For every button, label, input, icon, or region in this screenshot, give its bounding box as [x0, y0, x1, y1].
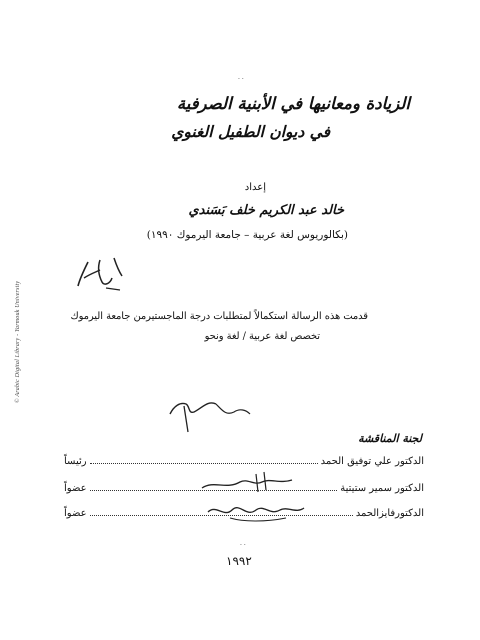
dotted-line	[90, 455, 318, 464]
author-degree: (بكالوريوس لغة عربية – جامعة اليرموك ١٩٩٠)	[146, 229, 348, 241]
prepared-by-label: إعداد	[244, 182, 266, 193]
submission-statement: قدمت هذه الرسالة استكمالاً لمتطلبات درجة الماجستيرمن جامعة اليرموك	[70, 311, 368, 322]
member-name: الدكتور علي توفيق الحمد	[320, 456, 424, 467]
thesis-title-line-2: في ديوان الطفيل الغنوي	[171, 123, 330, 141]
chair-signature	[164, 392, 254, 436]
committee-heading: لجنة المناقشة	[358, 432, 422, 445]
handwritten-annotation	[70, 248, 130, 294]
specialization-line: تخصص لغة عربية / لغة ونحو	[204, 331, 320, 342]
member-signature	[200, 496, 310, 524]
member-role: رئيساً	[64, 456, 87, 467]
decorative-dots-top: ..	[238, 74, 246, 81]
author-name: خالد عبد الكريم خلف بَسَندي	[188, 203, 344, 218]
member-role: عضواً	[64, 508, 87, 519]
thesis-year: ١٩٩٢	[226, 554, 252, 568]
decorative-dots-bottom: ..	[240, 540, 248, 547]
committee-member-row	[64, 455, 424, 467]
library-watermark: © Arabic Digital Library - Yarmouk University	[15, 280, 21, 403]
member-name: الدكتور سمير ستيتية	[340, 483, 424, 494]
thesis-title-line-1: الزيادة ومعانيها في الأبنية الصرفية	[176, 94, 410, 113]
member-signature	[196, 470, 306, 496]
member-name: الدكتورفايزالحمد	[355, 508, 424, 519]
member-role: عضواً	[64, 483, 87, 494]
